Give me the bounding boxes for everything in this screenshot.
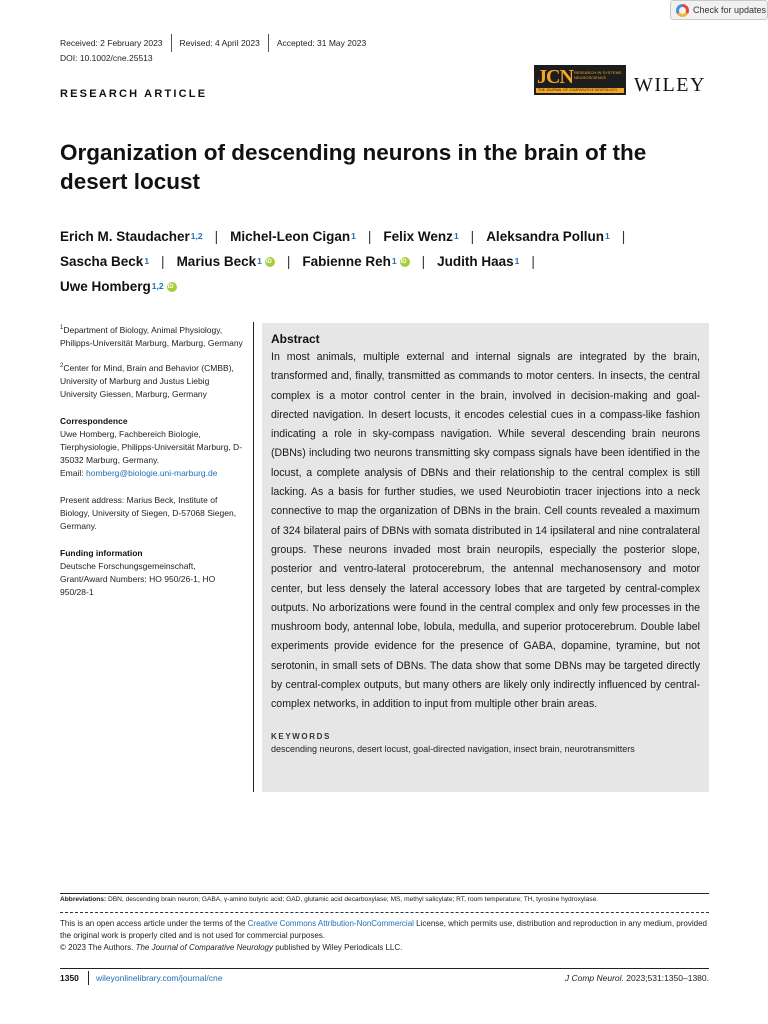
author-affiliation: 1: [604, 231, 610, 241]
author-name: Uwe Homberg: [60, 279, 151, 294]
affiliation-text: Department of Biology, Animal Physiology, Philipps-Universität Marburg, Marburg, Germany: [60, 324, 243, 348]
journal-url-link[interactable]: wileyonlinelibrary.com/journal/cne: [96, 973, 223, 983]
author-name: Aleksandra Pollun: [486, 229, 604, 244]
license-link[interactable]: Creative Commons Attribution-NonCommercial: [247, 919, 414, 928]
jcn-logo-tagline: RESEARCH IN SYSTEMS NEUROSCIENCE: [574, 70, 622, 80]
license-text-end: License, which permits use, distribution and reproduction in any medium, provided the original work is properly cited and is not used for commercial purposes.: [60, 919, 707, 940]
funding-information: [60, 547, 244, 599]
journal-citation: [565, 973, 709, 983]
author-name: Erich M. Staudacher: [60, 229, 190, 244]
footer-divider: [88, 971, 89, 985]
abbreviations-label: Abbreviations:: [60, 896, 107, 903]
author-affiliation: 1,2: [151, 281, 164, 291]
author-separator: |: [214, 229, 219, 244]
page-number: 1350: [60, 973, 79, 983]
copyright-text: © 2023 The Authors.: [60, 943, 136, 952]
author[interactable]: [60, 250, 177, 275]
affiliation-number: 1: [60, 325, 64, 331]
affiliation-2: [60, 360, 244, 401]
license-text: This is an open access article under the terms of the: [60, 919, 248, 928]
author-affiliation: 1: [257, 256, 262, 266]
author-affiliation: 1: [351, 231, 356, 241]
keywords-heading: KEYWORDS: [271, 731, 331, 741]
author-name: Judith Haas: [437, 254, 514, 269]
jcn-logo-letters: JCN: [537, 66, 573, 88]
divider: [171, 34, 172, 52]
wiley-logo: WILEY: [634, 74, 706, 96]
author-affiliation: 1: [144, 256, 150, 266]
check-for-updates-button[interactable]: [670, 0, 768, 20]
article-title: Organization of descending neurons in the brain of the desert locust: [60, 140, 647, 194]
author-affiliation: 1,2: [190, 231, 203, 241]
email-label: Email:: [60, 467, 86, 478]
author-list: [60, 225, 710, 300]
article-type: RESEARCH ARTICLE: [60, 88, 208, 100]
dashed-rule: [60, 912, 709, 913]
correspondence-text: Uwe Homberg, Fachbereich Biologie, Tierphysiologie, Philipps-Universität Marburg, D-35032 Marburg, Germany.: [60, 428, 243, 465]
author-name: Fabienne Reh: [302, 254, 391, 269]
funding-heading: Funding information: [60, 547, 143, 558]
author-affiliation: 1: [453, 231, 459, 241]
affiliation-1: [60, 322, 244, 350]
author[interactable]: [486, 225, 637, 250]
copyright-journal: The Journal of Comparative Neurology: [135, 943, 273, 952]
abstract-text: In most animals, multiple external and internal signals are integrated by the brain, transformed and, finally, transmitted as commands to motor centers. In insects, the central complex is a motor control center in the brain, involved in decision-making and goal-directed navigation. In desert locusts, it encodes celestial cues in a compass-like fashion indicating a role in sky-compass navigation. While several descending brain neurons (DBNs) including two neurons transmitting sky compass signals have been identified in the locust, a complete analysis of DBNs and their relationship to the central complex is still lacking. As a basis for further studies, we used Neurobiotin tracer injections into a neck connective to map the organization of DBNs in the brain. Cell counts revealed a maximum of 324 bilateral pairs of DBNs with somata distributed in 14 ipsilateral and nine contralateral groups. These neurons invaded most brain neuropils, especially the posterior slope, posterior and ventro-lateral protocerebrum, the antennal mechanosensory and motor center, but less densely the lateral accessory lobes that are targeted by central-complex outputs. No arborizations were found in the central complex and only few processes in the mushroom body, antennal lobe, lobula, medulla, and superior protocerebrum. Double label experiments provide evidence for the presence of GABA, dopamine, tyramine, but not serotonin, in small sets of DBNs. The data show that some DBNs may be targeted directly by central-complex outputs, but many others are likely only indirectly influenced by central-complex networks, in addition to input from multiple other brain areas.: [271, 351, 700, 711]
divider: [268, 34, 269, 52]
jcn-logo-bar: THE JOURNAL OF COMPARATIVE NEUROLOGY: [536, 88, 624, 93]
correspondence-heading: Correspondence: [60, 415, 128, 426]
footer-rule: [60, 968, 709, 969]
abbreviations-text: DBN, descending brain neuron; GABA, γ-amino butyric acid; GAD, glutamic acid decarboxylase; MS, methyl salicylate; RT, room temperature; TH, tyrosine hydroxylase.: [106, 896, 599, 903]
abstract-heading: Abstract: [271, 332, 320, 346]
author-separator: |: [621, 229, 626, 244]
citation-journal: J Comp Neurol.: [564, 973, 624, 983]
author[interactable]: [60, 275, 177, 300]
author-name: Sascha Beck: [60, 254, 144, 269]
author[interactable]: [383, 225, 486, 250]
doi[interactable]: DOI: 10.1002/cne.25513: [60, 53, 153, 63]
author-separator: |: [470, 229, 475, 244]
author[interactable]: [302, 250, 437, 275]
footer-rule: [60, 893, 709, 894]
license-notice: [60, 918, 709, 954]
abstract-box: [262, 323, 709, 792]
author-separator: |: [421, 254, 426, 269]
author-separator: |: [367, 229, 372, 244]
author-name: Marius Beck: [176, 254, 257, 269]
orcid-icon[interactable]: [265, 257, 275, 267]
author-separator: |: [531, 254, 535, 269]
funding-text: Deutsche Forschungsgemeinschaft, Grant/Award Numbers: HO 950/26-1, HO 950/28-1: [60, 560, 216, 597]
jcn-journal-logo: [534, 65, 626, 95]
article-dates: [60, 34, 366, 52]
citation-volume: 2023;531:1350–1380.: [623, 973, 709, 983]
email-link[interactable]: homberg@biologie.uni-marburg.de: [85, 467, 218, 478]
author[interactable]: [177, 250, 303, 275]
author-name: Michel-Leon Cigan: [230, 229, 351, 244]
author-separator: |: [286, 254, 291, 269]
author-affiliation: 1: [514, 256, 520, 266]
orcid-icon[interactable]: [400, 257, 410, 267]
keywords-text: descending neurons, desert locust, goal-directed navigation, insect brain, neurotransmitters: [271, 743, 635, 754]
correspondence: [60, 415, 244, 480]
crossmark-icon: [676, 4, 689, 17]
affiliation-text: Center for Mind, Brain and Behavior (CMBB), University of Marburg and Justus Liebig University Giessen, Marburg, Germany: [60, 362, 234, 399]
column-divider: [253, 322, 254, 792]
revised-date: Revised: 4 April 2023: [179, 38, 260, 48]
abbreviations: [60, 896, 709, 903]
author-separator: |: [161, 254, 165, 269]
affiliation-number: 2: [60, 362, 64, 369]
author-affiliation: 1: [391, 256, 397, 266]
author[interactable]: [230, 225, 383, 250]
present-address: Present address: Marius Beck, Institute of Biology, University of Siegen, D-57068 Siegen, Germany.: [60, 494, 237, 531]
copyright-publisher: published by Wiley Periodicals LLC.: [272, 943, 403, 952]
accepted-date: Accepted: 31 May 2023: [276, 38, 367, 48]
author-name: Felix Wenz: [383, 229, 453, 244]
received-date: Received: 2 February 2023: [60, 38, 163, 48]
author[interactable]: [60, 225, 230, 250]
check-for-updates-label: Check for updates: [693, 5, 767, 15]
article-info-sidebar: [60, 322, 244, 609]
author[interactable]: [437, 250, 547, 275]
orcid-icon[interactable]: [167, 282, 177, 292]
